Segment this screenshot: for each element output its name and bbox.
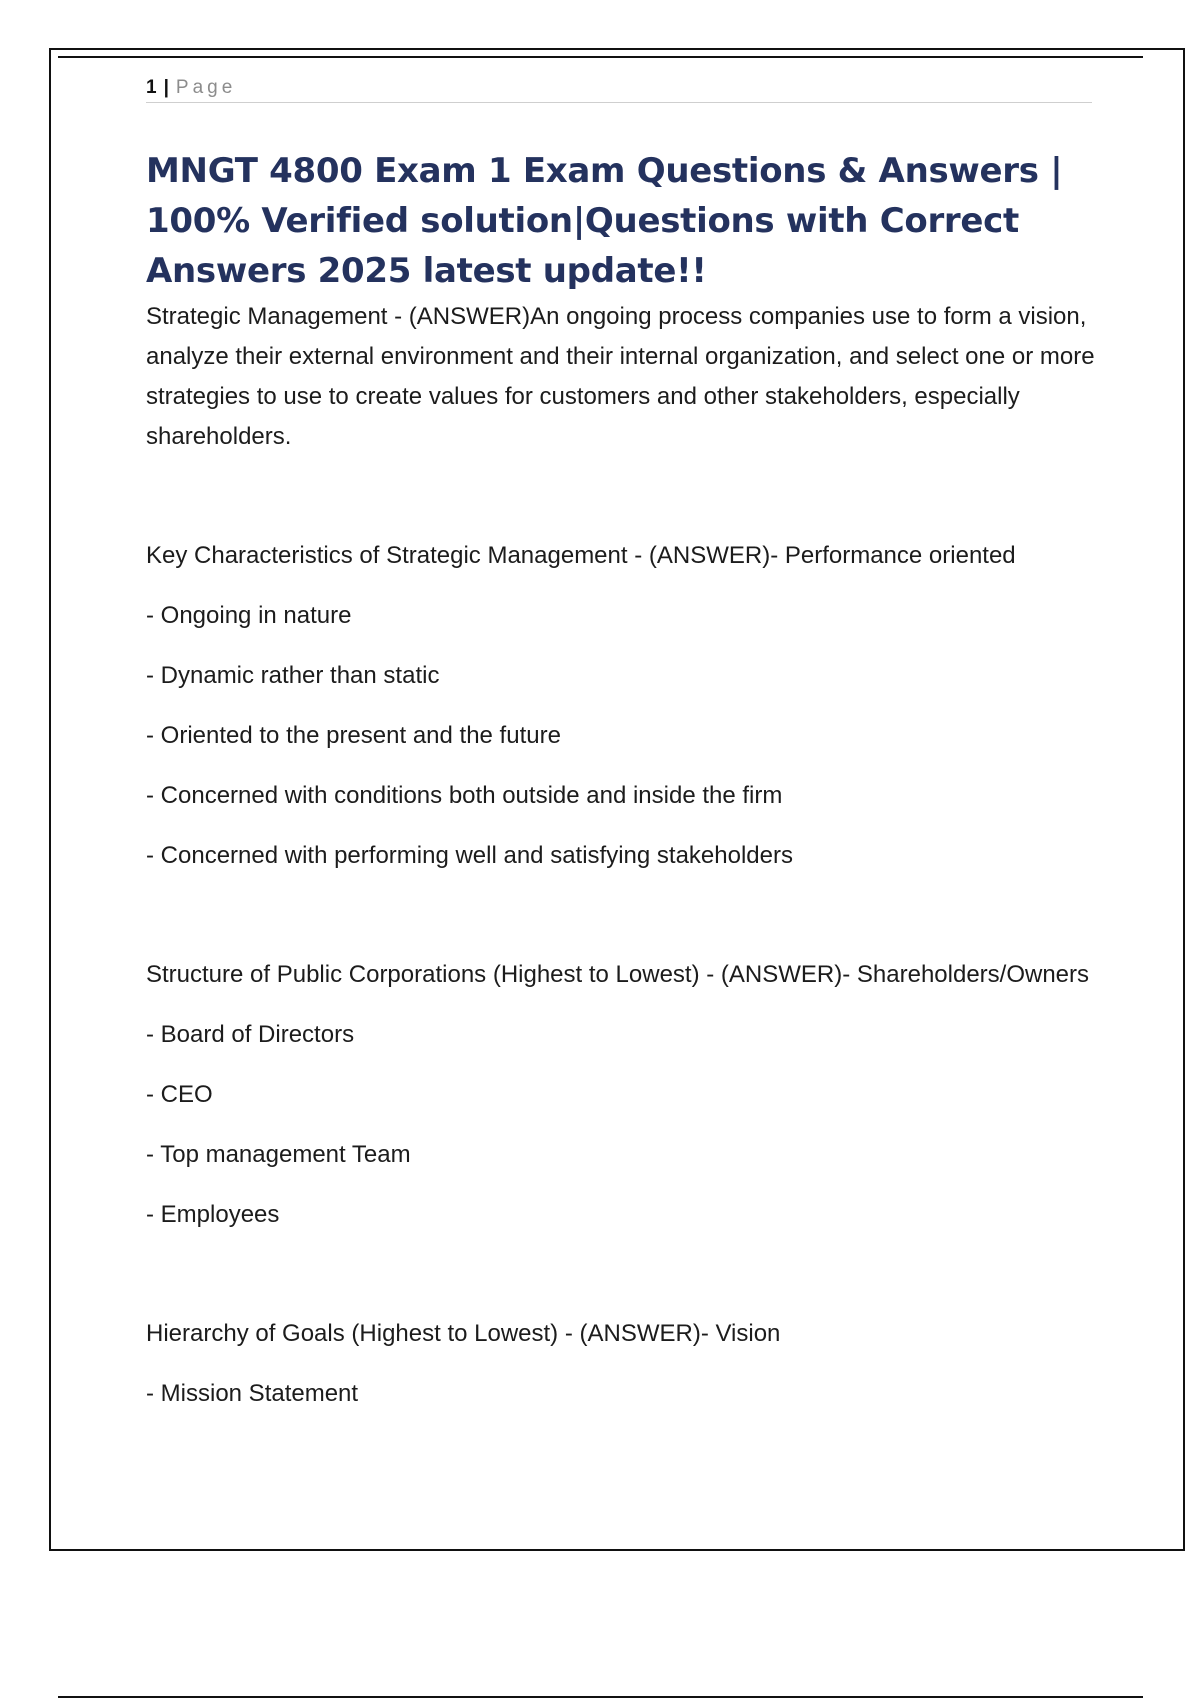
list-item: - Ongoing in nature [146, 602, 352, 629]
list-item: - CEO [146, 1081, 213, 1108]
section-heading: Hierarchy of Goals (Highest to Lowest) - (ANSWER)- Vision [146, 1320, 781, 1347]
next-page-rule [58, 1696, 1143, 1698]
list-item: - Dynamic rather than static [146, 662, 440, 689]
section-heading: Structure of Public Corporations (Highest to Lowest) - (ANSWER)- Shareholders/Owners [146, 961, 1090, 988]
section-structure-public-corporations [146, 955, 1096, 1235]
spacer [146, 876, 1096, 955]
page-number: 1 [146, 77, 159, 98]
spacer [146, 1235, 1096, 1314]
list-item: - Top management Team [146, 1141, 411, 1168]
page-separator: | [163, 77, 171, 98]
spacer [146, 457, 1096, 536]
list-item: - Mission Statement [146, 1380, 359, 1407]
top-rule [58, 56, 1143, 58]
list-item: - Concerned with performing well and satisfying stakeholders [146, 842, 793, 869]
section-hierarchy-of-goals [146, 1314, 1096, 1414]
list-item: - Oriented to the present and the future [146, 722, 561, 749]
document-body [146, 146, 1096, 1414]
list-item: - Concerned with conditions both outside and inside the firm [146, 782, 783, 809]
definition-strategic-management: Strategic Management - (ANSWER)An ongoing process companies use to form a vision, analyze their external environment and their internal organization, and select one or more strategies to use to create values for customers and other stakeholders, especially shareholders. [146, 303, 1095, 450]
section-key-characteristics [146, 536, 1096, 876]
list-item: - Board of Directors [146, 1021, 355, 1048]
page-header [146, 74, 1092, 103]
list-item: - Employees [146, 1201, 280, 1228]
page-label: Page [175, 77, 237, 98]
section-heading: Key Characteristics of Strategic Management - (ANSWER)- Performance oriented [146, 542, 1016, 569]
document-title: MNGT 4800 Exam 1 Exam Questions & Answers | 100% Verified solution|Questions with Correct Answers 2025 latest update!! [146, 151, 1063, 291]
